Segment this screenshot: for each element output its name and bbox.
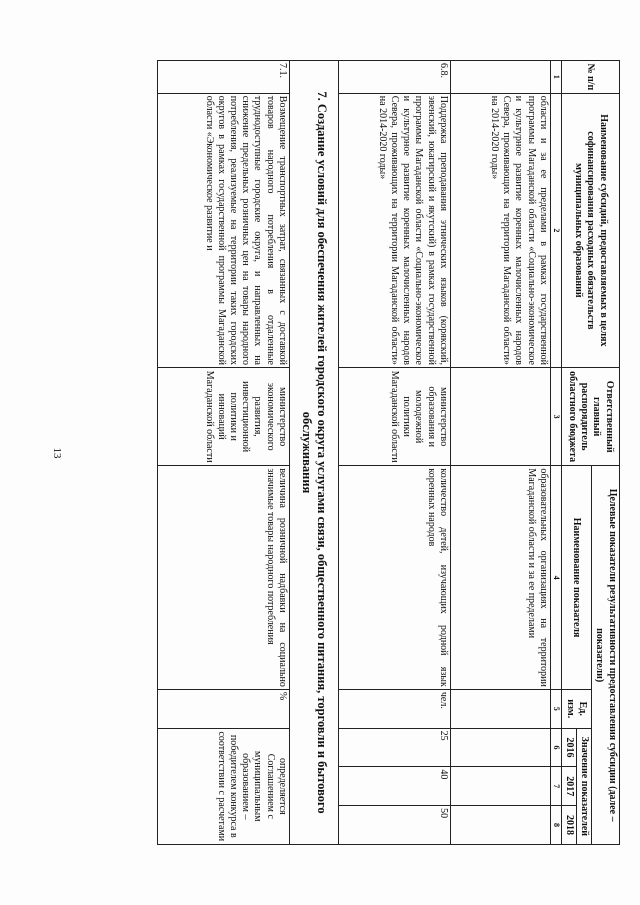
- subsidy-name: области и за ее пределами в рамках государственной программы Магаданской области «Социально-экономическое и культурное развитие коренных малочисленных народов Севера, проживающих на территории Магаданской области» на 2014-2020 годы»: [450, 93, 550, 367]
- col-number: 2: [550, 93, 561, 367]
- value-2017: 40: [338, 767, 450, 806]
- header-targets: Целевые показатели результативности предоставления субсидии (далее – показатели): [592, 466, 620, 845]
- subsidy-table: [157, 60, 620, 845]
- unit: [450, 689, 550, 728]
- indicator-name: образовательных организациях на территории Магаданской области и за ее пределами: [450, 466, 550, 690]
- value-2016: 25: [338, 728, 450, 767]
- page-number: 13: [51, 447, 63, 459]
- value-2018: 50: [338, 806, 450, 845]
- header-num: № п/п: [561, 61, 619, 94]
- section-row: [289, 61, 338, 845]
- rotated-table-area: [75, 60, 620, 845]
- header-values: Значение показателей: [576, 728, 591, 844]
- header-subsidy-name: Наименование субсидий, предоставляемых в целях софинансирования расходных обязательств муниципальных образований: [561, 93, 619, 367]
- col-number: 5: [550, 689, 561, 728]
- col-number: 7: [550, 767, 561, 806]
- row-num: [450, 61, 550, 94]
- section-title: 7. Создание условий для обеспечения жителей городского округа услугами связи, общественного питания, торговли и бытового обслуживания: [289, 61, 338, 845]
- row-num: 7.1.: [157, 61, 289, 94]
- col-number: 3: [550, 367, 561, 465]
- table-row: [338, 61, 450, 845]
- unit: %: [157, 689, 289, 728]
- value-2018: [450, 806, 550, 845]
- row-num: 6.8.: [338, 61, 450, 94]
- header-indicator-name: Наименование показателя: [561, 466, 591, 690]
- col-number: 1: [550, 61, 561, 94]
- value-2017: [450, 767, 550, 806]
- unit: чел.: [338, 689, 450, 728]
- header-year-2017: 2017: [561, 767, 576, 806]
- col-number: 4: [550, 466, 561, 690]
- responsible: министерство образования и молодежной политики Магаданской области: [338, 367, 450, 465]
- table-row: [450, 61, 550, 845]
- values-note: определяется Соглашением с муниципальным образованием – победителем конкурса в соответствии с расчетами: [157, 728, 289, 844]
- value-2016: [450, 728, 550, 767]
- header-unit: Ед. изм.: [561, 689, 591, 728]
- header-year-2016: 2016: [561, 728, 576, 767]
- indicator-name: величина розничной надбавки на социально значимые товары народного потребления: [157, 466, 289, 690]
- header-responsible: Ответственный главный распорядитель областного бюджета: [561, 367, 619, 465]
- col-number: 8: [550, 806, 561, 845]
- subsidy-name: Возмещение транспортных затрат, связанных с доставкой товаров народного потребления в отдаленные труднодоступные городские округа, и направленных на снижение предельных розничных цен на товары народного потребления, реализуемые на территории таких городских округов в рамках государственной программы Магаданской области «Экономическое развитие и: [157, 93, 289, 367]
- indicator-name: количество детей, изучающих родной язык коренных народов: [338, 466, 450, 690]
- table-row: [157, 61, 289, 845]
- header-year-2018: 2018: [561, 806, 576, 845]
- responsible: [450, 367, 550, 465]
- column-number-row: [550, 61, 561, 845]
- subsidy-name: Поддержка преподавания этнических языков (корякский, эвенский, юкагирский и якутский) в рамках государственной программы Магаданской области «Социально-экономическое и культурное развитие коренных малочисленных народов Севера, проживающих на территории Магаданской области» на 2014-2020 годы»: [338, 93, 450, 367]
- col-number: 6: [550, 728, 561, 767]
- responsible: министерство экономического развития, инвестиционной политики и инноваций Магаданской области: [157, 367, 289, 465]
